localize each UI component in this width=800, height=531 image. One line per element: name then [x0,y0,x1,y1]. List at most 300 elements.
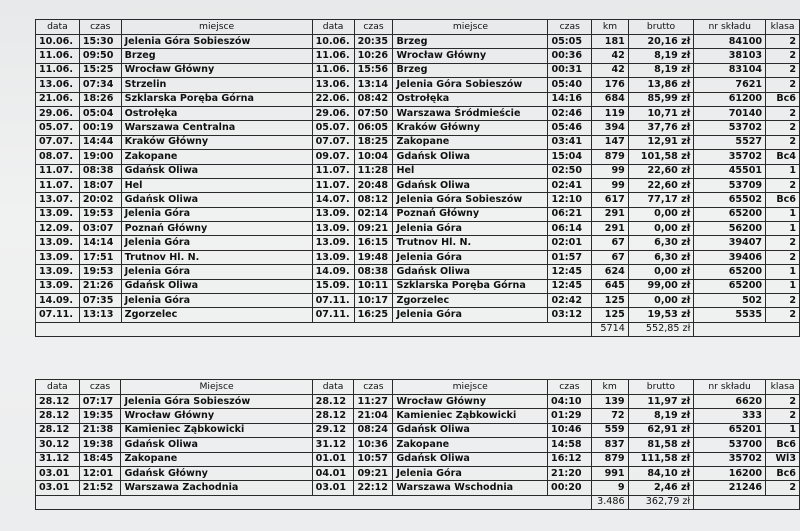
duration-cell: 06:21 [548,207,592,221]
class-cell: 2 [766,481,800,495]
header-cell: klasa [766,380,800,395]
place-from-cell: Gdańsk Główny [121,466,312,480]
header-cell: czas [354,20,393,35]
date-from-cell: 13.07. [36,193,80,207]
table-row [36,279,800,293]
place-from-cell: Kamieniec Ząbkowicki [121,423,312,437]
place-from-cell: Ostrołęka [121,106,312,120]
trips-table-2 [35,379,800,510]
duration-cell: 02:50 [548,164,592,178]
brutto-cell: 2,46 zł [628,481,694,495]
date-from-cell: 21.06. [36,92,80,106]
total-brutto: 362,79 zł [628,495,694,509]
date-from-cell: 11.07. [36,164,80,178]
place-from-cell: Warszawa Zachodnia [121,481,312,495]
class-cell: 1 [766,423,800,437]
place-to-cell: Jelenia Góra Sobieszów [393,193,548,207]
place-to-cell: Szklarska Poręba Górna [393,279,548,293]
date-to-cell: 28.12 [312,409,354,423]
time-from-cell: 07:35 [79,294,121,308]
time-to-cell: 02:14 [354,207,393,221]
km-cell: 42 [592,49,629,63]
duration-cell: 01:29 [548,409,592,423]
date-from-cell: 05.07. [36,121,80,135]
duration-cell: 14:58 [548,438,592,452]
km-cell: 9 [591,481,628,495]
date-from-cell: 31.12 [36,452,80,466]
totals-spacer [36,495,592,509]
class-cell: 2 [766,135,800,149]
date-from-cell: 11.06. [36,63,80,77]
header-cell: czas [354,380,393,395]
time-from-cell: 19:53 [79,207,121,221]
train-number-cell: 5527 [694,135,766,149]
brutto-cell: 0,00 zł [628,294,694,308]
brutto-cell: 8,19 zł [628,409,694,423]
date-to-cell: 31.12 [312,438,354,452]
duration-cell: 02:42 [548,294,592,308]
brutto-cell: 6,30 zł [628,250,694,264]
time-from-cell: 15:30 [79,35,121,49]
date-to-cell: 07.11. [312,294,354,308]
time-to-cell: 21:04 [354,409,393,423]
date-to-cell: 10.06. [312,35,354,49]
train-number-cell: 53709 [694,178,766,192]
train-number-cell: 35702 [694,150,766,164]
km-cell: 42 [592,63,629,77]
header-cell: czas [548,380,592,395]
brutto-cell: 84,10 zł [628,466,694,480]
class-cell: 1 [766,222,800,236]
place-from-cell: Jelenia Góra Sobieszów [121,395,312,409]
date-to-cell: 15.09. [312,279,354,293]
date-to-cell: 03.01 [312,481,354,495]
date-from-cell: 11.06. [36,49,80,63]
time-from-cell: 14:44 [79,135,121,149]
brutto-cell: 8,19 zł [628,63,694,77]
place-from-cell: Zakopane [121,452,312,466]
time-from-cell: 17:51 [79,250,121,264]
time-to-cell: 11:28 [354,164,393,178]
table-row [36,63,800,77]
date-from-cell: 28.12 [36,409,80,423]
duration-cell: 02:41 [548,178,592,192]
time-to-cell: 09:21 [354,222,393,236]
date-from-cell: 07.07. [36,135,80,149]
totals-row [36,322,800,336]
class-cell: 1 [766,265,800,279]
class-cell: 2 [766,308,800,322]
duration-cell: 15:04 [548,150,592,164]
class-cell: 1 [766,279,800,293]
place-to-cell: Zakopane [393,135,548,149]
brutto-cell: 62,91 zł [628,423,694,437]
header-cell: klasa [766,20,800,35]
date-from-cell: 28.12 [36,423,80,437]
brutto-cell: 99,00 zł [628,279,694,293]
date-from-cell: 13.06. [36,78,80,92]
place-from-cell: Brzeg [121,49,312,63]
km-cell: 291 [592,207,629,221]
time-from-cell: 13:13 [79,308,121,322]
km-cell: 991 [591,466,628,480]
km-cell: 176 [592,78,629,92]
duration-cell: 00:36 [548,49,592,63]
place-from-cell: Warszawa Centralna [121,121,312,135]
table-row [36,466,800,480]
duration-cell: 21:20 [548,466,592,480]
class-cell: Bc6 [766,466,800,480]
total-km: 3.486 [591,495,628,509]
date-to-cell: 13.09. [312,250,354,264]
table-row [36,78,800,92]
duration-cell: 00:31 [548,63,592,77]
time-from-cell: 19:38 [79,438,121,452]
table-row [36,423,800,437]
class-cell: 2 [766,409,800,423]
duration-cell: 02:46 [548,106,592,120]
place-from-cell: Jelenia Góra Sobieszów [121,35,312,49]
date-from-cell: 13.09. [36,236,80,250]
date-from-cell: 11.07. [36,178,80,192]
class-cell: 2 [766,294,800,308]
date-to-cell: 11.06. [312,63,354,77]
date-to-cell: 11.07. [312,178,354,192]
place-to-cell: Hel [393,164,548,178]
date-from-cell: 13.09. [36,265,80,279]
date-to-cell: 13.09. [312,236,354,250]
date-to-cell: 04.01 [312,466,354,480]
place-to-cell: Jelenia Góra [393,308,548,322]
brutto-cell: 13,86 zł [628,78,694,92]
time-to-cell: 10:17 [354,294,393,308]
table-header-row [36,380,800,395]
time-from-cell: 07:34 [79,78,121,92]
date-to-cell: 09.07. [312,150,354,164]
duration-cell: 12:45 [548,265,592,279]
time-from-cell: 19:35 [79,409,121,423]
time-to-cell: 15:56 [354,63,393,77]
date-from-cell: 08.07. [36,150,80,164]
table-row [36,236,800,250]
class-cell: Bc6 [766,438,800,452]
totals-row [36,495,800,509]
date-from-cell: 10.06. [36,35,80,49]
date-from-cell: 13.09. [36,207,80,221]
place-to-cell: Jelenia Góra Sobieszów [393,78,548,92]
time-to-cell: 10:36 [354,438,393,452]
km-cell: 645 [592,279,629,293]
duration-cell: 12:45 [548,279,592,293]
brutto-cell: 0,00 zł [628,265,694,279]
duration-cell: 03:41 [548,135,592,149]
table-row [36,49,800,63]
duration-cell: 12:10 [548,193,592,207]
time-to-cell: 18:25 [354,135,393,149]
table-row [36,164,800,178]
brutto-cell: 0,00 zł [628,222,694,236]
train-number-cell: 56200 [694,222,766,236]
time-from-cell: 18:07 [79,178,121,192]
km-cell: 67 [592,236,629,250]
time-from-cell: 00:19 [79,121,121,135]
class-cell: 1 [766,164,800,178]
date-from-cell: 03.01 [36,481,80,495]
time-from-cell: 09:50 [79,49,121,63]
brutto-cell: 111,58 zł [628,452,694,466]
duration-cell: 04:10 [548,395,592,409]
place-from-cell: Gdańsk Oliwa [121,164,312,178]
train-number-cell: 16200 [694,466,766,480]
date-from-cell: 14.09. [36,294,80,308]
place-to-cell: Kamieniec Ząbkowicki [393,409,548,423]
date-to-cell: 29.12 [312,423,354,437]
place-to-cell: Gdańsk Oliwa [393,150,548,164]
total-brutto: 552,85 zł [628,322,694,336]
train-number-cell: 65200 [694,265,766,279]
brutto-cell: 85,99 zł [628,92,694,106]
train-number-cell: 84100 [694,35,766,49]
brutto-cell: 101,58 zł [628,150,694,164]
table-row [36,222,800,236]
km-cell: 879 [591,452,628,466]
duration-cell: 00:20 [548,481,592,495]
train-number-cell: 45501 [694,164,766,178]
km-cell: 837 [591,438,628,452]
time-from-cell: 20:02 [79,193,121,207]
class-cell: 2 [766,178,800,192]
km-cell: 617 [592,193,629,207]
table-row [36,193,800,207]
date-to-cell: 13.09. [312,207,354,221]
time-to-cell: 19:48 [354,250,393,264]
header-cell: miejsce [121,20,312,35]
time-to-cell: 09:21 [354,466,393,480]
brutto-cell: 8,19 zł [628,49,694,63]
time-to-cell: 16:15 [354,236,393,250]
km-cell: 72 [591,409,628,423]
time-to-cell: 22:12 [354,481,393,495]
brutto-cell: 10,71 zł [628,106,694,120]
km-cell: 67 [592,250,629,264]
train-number-cell: 65201 [694,423,766,437]
time-to-cell: 08:24 [354,423,393,437]
km-cell: 879 [592,150,629,164]
table-row [36,409,800,423]
place-to-cell: Jelenia Góra [393,222,548,236]
date-to-cell: 14.07. [312,193,354,207]
train-number-cell: 333 [694,409,766,423]
header-cell: nr składu [694,20,766,35]
table-row [36,135,800,149]
time-from-cell: 18:45 [79,452,121,466]
header-cell: data [312,20,354,35]
place-from-cell: Trutnov Hl. N. [121,250,312,264]
duration-cell: 01:57 [548,250,592,264]
place-from-cell: Zgorzelec [121,308,312,322]
train-number-cell: 502 [694,294,766,308]
km-cell: 139 [591,395,628,409]
place-to-cell: Gdańsk Oliwa [393,178,548,192]
time-to-cell: 10:04 [354,150,393,164]
date-to-cell: 11.06. [312,49,354,63]
train-number-cell: 6620 [694,395,766,409]
time-to-cell: 10:11 [354,279,393,293]
place-to-cell: Jelenia Góra [393,466,548,480]
table-row [36,438,800,452]
brutto-cell: 19,53 zł [628,308,694,322]
table-row [36,294,800,308]
train-number-cell: 65200 [694,207,766,221]
date-from-cell: 07.11. [36,308,80,322]
header-cell: czas [79,20,121,35]
time-to-cell: 11:27 [354,395,393,409]
time-from-cell: 15:25 [79,63,121,77]
time-to-cell: 10:26 [354,49,393,63]
date-to-cell: 05.07. [312,121,354,135]
class-cell: Bc6 [766,193,800,207]
header-cell: brutto [628,380,694,395]
class-cell: 2 [766,35,800,49]
table-row [36,92,800,106]
table-row [36,395,800,409]
km-cell: 147 [592,135,629,149]
time-from-cell: 21:52 [79,481,121,495]
place-to-cell: Gdańsk Oliwa [393,423,548,437]
time-to-cell: 06:05 [354,121,393,135]
time-to-cell: 13:14 [354,78,393,92]
duration-cell: 06:14 [548,222,592,236]
table-row [36,35,800,49]
time-from-cell: 07:17 [79,395,121,409]
place-to-cell: Poznań Główny [393,207,548,221]
km-cell: 125 [592,294,629,308]
header-cell: czas [79,380,121,395]
date-from-cell: 12.09. [36,222,80,236]
class-cell: 2 [766,49,800,63]
totals-empty [694,495,800,509]
duration-cell: 16:12 [548,452,592,466]
class-cell: Bc6 [766,92,800,106]
table-row [36,452,800,466]
place-to-cell: Zgorzelec [393,294,548,308]
table-row [36,250,800,264]
place-from-cell: Jelenia Góra [121,294,312,308]
place-from-cell: Jelenia Góra [121,265,312,279]
date-from-cell: 29.06. [36,106,80,120]
train-number-cell: 38103 [694,49,766,63]
time-from-cell: 19:53 [79,265,121,279]
brutto-cell: 22,60 zł [628,164,694,178]
class-cell: 2 [766,250,800,264]
class-cell: 2 [766,236,800,250]
time-from-cell: 14:14 [79,236,121,250]
header-cell: data [36,20,80,35]
place-from-cell: Jelenia Góra [121,236,312,250]
place-to-cell: Jelenia Góra [393,250,548,264]
time-from-cell: 05:04 [79,106,121,120]
class-cell: 2 [766,63,800,77]
place-from-cell: Gdańsk Oliwa [121,438,312,452]
time-to-cell: 07:50 [354,106,393,120]
train-number-cell: 61200 [694,92,766,106]
class-cell: 1 [766,207,800,221]
time-from-cell: 19:00 [79,150,121,164]
train-number-cell: 83104 [694,63,766,77]
date-from-cell: 28.12 [36,395,80,409]
time-to-cell: 08:38 [354,265,393,279]
km-cell: 99 [592,178,629,192]
time-from-cell: 08:38 [79,164,121,178]
time-to-cell: 08:12 [354,193,393,207]
brutto-cell: 22,60 zł [628,178,694,192]
date-to-cell: 13.09. [312,222,354,236]
duration-cell: 05:40 [548,78,592,92]
brutto-cell: 77,17 zł [628,193,694,207]
place-to-cell: Kraków Główny [393,121,548,135]
time-from-cell: 03:07 [79,222,121,236]
brutto-cell: 11,97 zł [628,395,694,409]
class-cell: Wl3 [766,452,800,466]
table-row [36,150,800,164]
header-cell: km [592,20,629,35]
class-cell: 2 [766,106,800,120]
table-row [36,265,800,279]
km-cell: 394 [592,121,629,135]
time-to-cell: 20:35 [354,35,393,49]
place-to-cell: Warszawa Wschodnia [393,481,548,495]
table-row [36,121,800,135]
train-number-cell: 39407 [694,236,766,250]
totals-empty [694,322,800,336]
brutto-cell: 6,30 zł [628,236,694,250]
time-from-cell: 21:38 [79,423,121,437]
time-to-cell: 10:57 [354,452,393,466]
date-to-cell: 07.07. [312,135,354,149]
place-to-cell: Brzeg [393,63,548,77]
class-cell: 2 [766,78,800,92]
duration-cell: 03:12 [548,308,592,322]
place-from-cell: Strzelin [121,78,312,92]
train-number-cell: 65200 [694,279,766,293]
km-cell: 624 [592,265,629,279]
time-to-cell: 08:42 [354,92,393,106]
header-cell: Miejsce [121,380,312,395]
place-from-cell: Zakopane [121,150,312,164]
header-cell: czas [548,20,592,35]
header-cell: miejsce [393,20,548,35]
place-to-cell: Wrocław Główny [393,49,548,63]
class-cell: 2 [766,395,800,409]
class-cell: 2 [766,121,800,135]
brutto-cell: 0,00 zł [628,207,694,221]
date-to-cell: 11.07. [312,164,354,178]
train-number-cell: 21246 [694,481,766,495]
table-row [36,106,800,120]
duration-cell: 05:46 [548,121,592,135]
place-to-cell: Gdańsk Oliwa [393,452,548,466]
place-from-cell: Poznań Główny [121,222,312,236]
place-to-cell: Warszawa Śródmieście [393,106,548,120]
place-from-cell: Wrocław Główny [121,409,312,423]
date-from-cell: 30.12 [36,438,80,452]
table-row [36,207,800,221]
header-cell: km [591,380,628,395]
place-from-cell: Szklarska Poręba Górna [121,92,312,106]
date-from-cell: 03.01 [36,466,80,480]
km-cell: 684 [592,92,629,106]
table-row [36,178,800,192]
